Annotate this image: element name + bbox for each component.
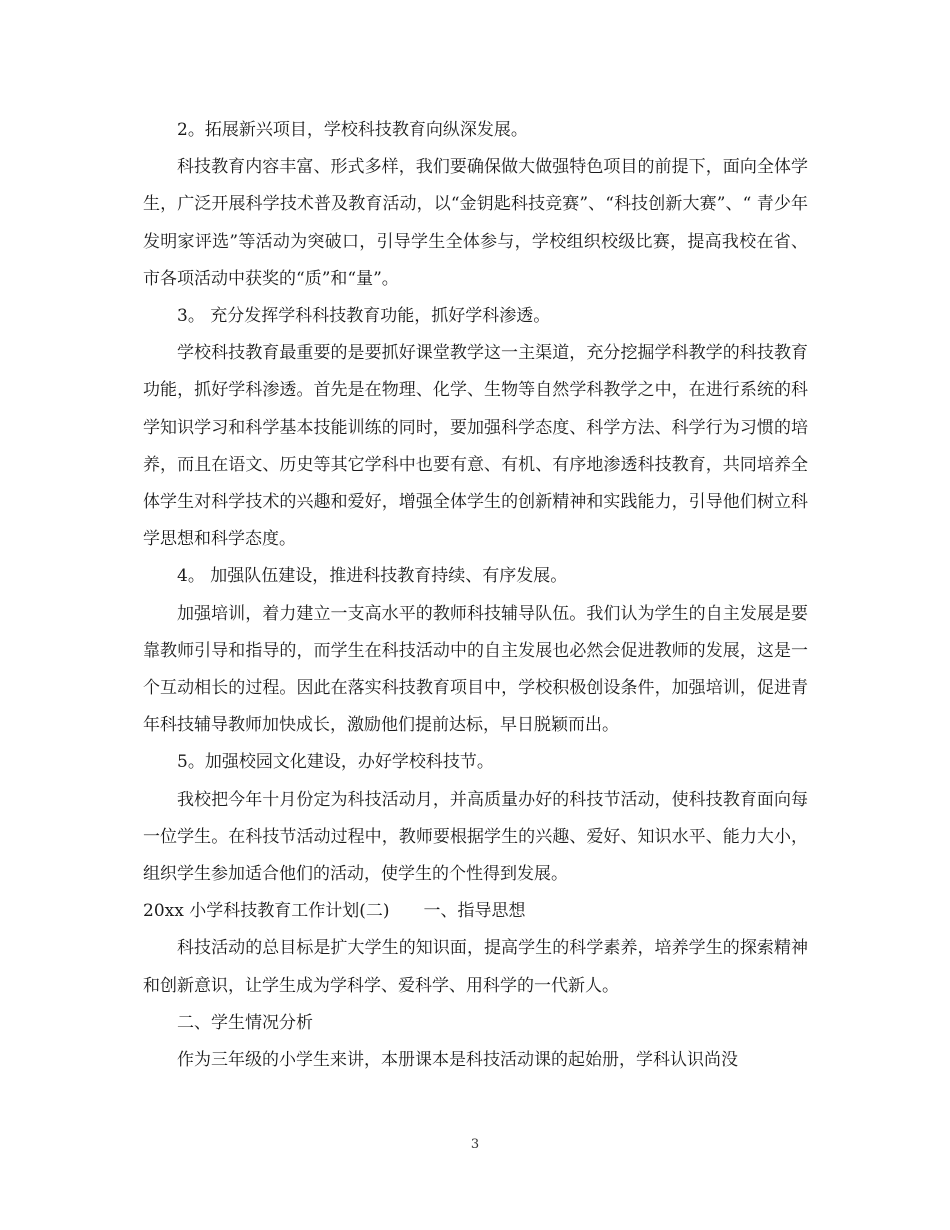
document-body — [143, 112, 808, 1079]
paragraph-4: 学校科技教育最重要的是要抓好课堂教学这一主渠道，充分挖掘学科教学的科技教育功能，抓好学科渗透。首先是在物理、化学、生物等自然学科教学之中，在进行系统的科学知识学习和科学基本技能训练的同时，要加强科学态度、科学方法、科学行为习惯的培养，而且在语文、历史等其它学科中也要有意、有机、有序地渗透科技教育，共同培养全体学生对科学技术的兴趣和爱好，增强全体学生的创新精神和实践能力，引导他们树立科学思想和科学态度。 — [143, 343, 808, 550]
paragraph-5: 4。 加强队伍建设，推进科技教育持续、有序发展。 — [177, 566, 568, 587]
paragraph-3: 3。 充分发挥学科科技教育功能，抓好学科渗透。 — [177, 306, 551, 327]
paragraph-11: 二、学生情况分析 — [177, 1012, 313, 1033]
paragraph-8: 我校把今年十月份定为科技活动月，并高质量办好的科技节活动，使科技教育面向每一位学生。在科技节活动过程中，教师要根据学生的兴趣、爱好、知识水平、能力大小，组织学生参加适合他们的活动，使学生的个性得到发展。 — [143, 789, 808, 885]
paragraph-6: 加强培训，着力建立一支高水平的教师科技辅导队伍。我们认为学生的自主发展是要靠教师引导和指导的，而学生在科技活动中的自主发展也必然会促进教师的发展，这是一个互动相长的过程。因此在落实科技教育项目中，学校积极创设条件，加强培训，促进青年科技辅导教师加快成长，激励他们提前达标，早日脱颖而出。 — [143, 603, 808, 736]
paragraph-1: 2。拓展新兴项目，学校科技教育向纵深发展。 — [177, 120, 528, 140]
page-number: 3 — [470, 1137, 480, 1152]
paragraph-10: 科技活动的总目标是扩大学生的知识面，提高学生的科学素养，培养学生的探索精神和创新意识，让学生成为学科学、爱科学、用科学的一代新人。 — [143, 938, 808, 996]
paragraph-12: 作为三年级的小学生来讲，本册课本是科技活动课的起始册，学科认识尚没 — [177, 1050, 738, 1071]
paragraph-2: 科技教育内容丰富、形式多样，我们要确保做大做强特色项目的前提下，面向全体学生，广泛开展科学技术普及教育活动，以“金钥匙科技竞赛”、“科技创新大赛”、“ 青少年发明家评选”等活动为突破口，引导学生全体参与，学校组织校级比赛，提高我校在省、市各项活动中获奖的“质”和“量”。 — [143, 157, 808, 289]
paragraph-7: 5。加强校园文化建设，办好学校科技节。 — [177, 752, 494, 773]
section-heading: 20xx 小学科技教育工作计划(二) 一、指导思想 — [143, 901, 526, 922]
